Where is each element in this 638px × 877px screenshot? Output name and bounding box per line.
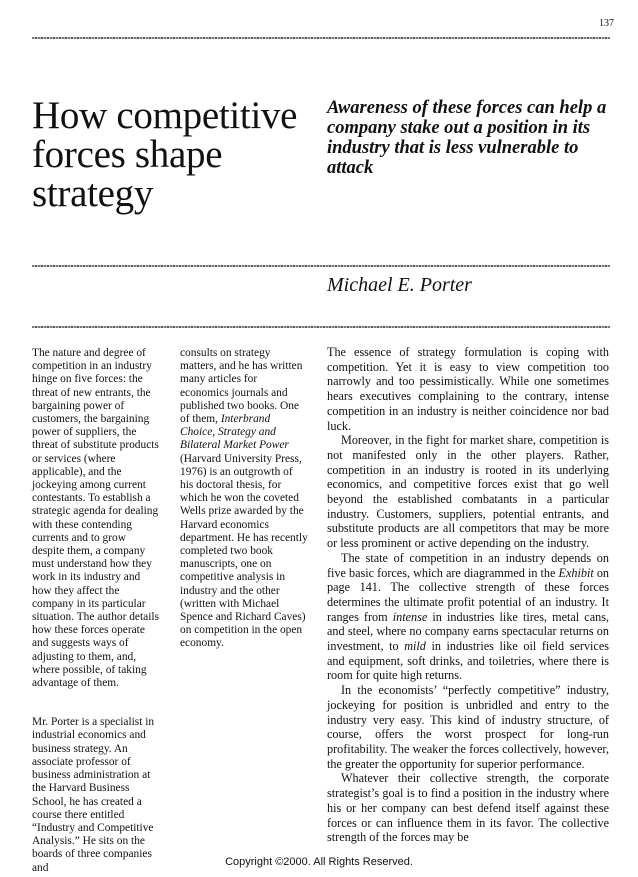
- book-title: Interbrand Choice, Strategy and Bilateral Market Power: [180, 413, 289, 452]
- body-paragraph: Whatever their collective strength, the corporate strategist’s goal is to find a position in the industry where his or her company can best defend itself against these forces or can influence them in its favor. The collective strength of the forces may be: [327, 771, 609, 845]
- article-subtitle: Awareness of these forces can help a company stake out a position in its industry that is less vulnerable to attack: [327, 98, 607, 178]
- sidebar-left-column: [32, 347, 160, 875]
- article-body: [327, 345, 609, 845]
- title-divider: [32, 265, 610, 267]
- body-paragraph: The essence of strategy formulation is coping with competition. Yet it is easy to view competition too narrowly and too pessimistically. While one sometimes hears executives complaining to the contrary, intense competition in an industry is neither coincidence nor bad luck.: [327, 345, 609, 433]
- author-divider: [32, 326, 610, 328]
- author-name: Michael E. Porter: [327, 274, 472, 296]
- sidebar-middle-column: [180, 347, 308, 651]
- author-bio-part2: consults on strategy matters, and he has written many articles for economics journals and published two books. One of them, Interbrand Choice, Strategy and Bilateral Market Power (Harvard University Press, 1976) is an outgrowth of his doctoral thesis, for which he won the coveted Wells prize awarded by the Harvard economics department. He has recently completed two book manuscripts, one on competitive analysis in industry and the other (written with Michael Spence and Richard Caves) on competition in the open economy.: [180, 347, 308, 650]
- exhibit-reference: Exhibit: [558, 565, 594, 580]
- body-paragraph: Moreover, in the fight for market share, competition is not manifested only in the other players. Rather, competition in an industry is rooted in its underlying economics, and competitive forces exist that go well beyond the established combatants in a particular industry. Customers, suppliers, potential entrants, and substitute products are all competitors that may be more or less prominent or active depending on the industry.: [327, 433, 609, 551]
- body-paragraph: In the economists’ “perfectly competitive” industry, jockeying for position is unbridled and entry to the industry very easy. This kind of industry structure, of course, offers the worst prospect for long-run profitability. The weaker the forces collectively, however, the greater the opportunity for superior performance.: [327, 683, 609, 771]
- top-divider: [32, 37, 610, 39]
- copyright-footer: Copyright ©2000. All Rights Reserved.: [225, 856, 413, 868]
- abstract: The nature and degree of competition in an industry hinge on five forces: the threat of new entrants, the bargaining power of customers, the bargaining power of suppliers, the threat of substitute products or services (where applicable), and the jockeying among current contestants. To establish a strategic agenda for dealing with these contending currents and to grow despite them, a company must understand how they work in its industry and how they affect the company in its particular situation. The author details how these forces operate and suggests ways of adjusting to them, and, where possible, of taking advantage of them.: [32, 347, 159, 690]
- author-bio-part1: Mr. Porter is a specialist in industrial economics and business strategy. An associate professor of business administration at the Harvard Business School, he has created a course there entitled “Industry and Competitive Analysis.” He sits on the boards of three companies and: [32, 716, 155, 874]
- page-number: 137: [599, 18, 614, 29]
- article-title: How competitive forces shape strategy: [32, 94, 298, 215]
- body-paragraph: The state of competition in an industry depends on five basic forces, which are diagrammed in the Exhibit on page 141. The collective strength of these forces determines the ultimate profit potential of an industry. It ranges from intense in industries like tires, metal cans, and steel, where no company earns spectacular returns on investment, to mild in industries like oil field services and equipment, soft drinks, and toiletries, where there is room for quite high returns.: [327, 550, 610, 683]
